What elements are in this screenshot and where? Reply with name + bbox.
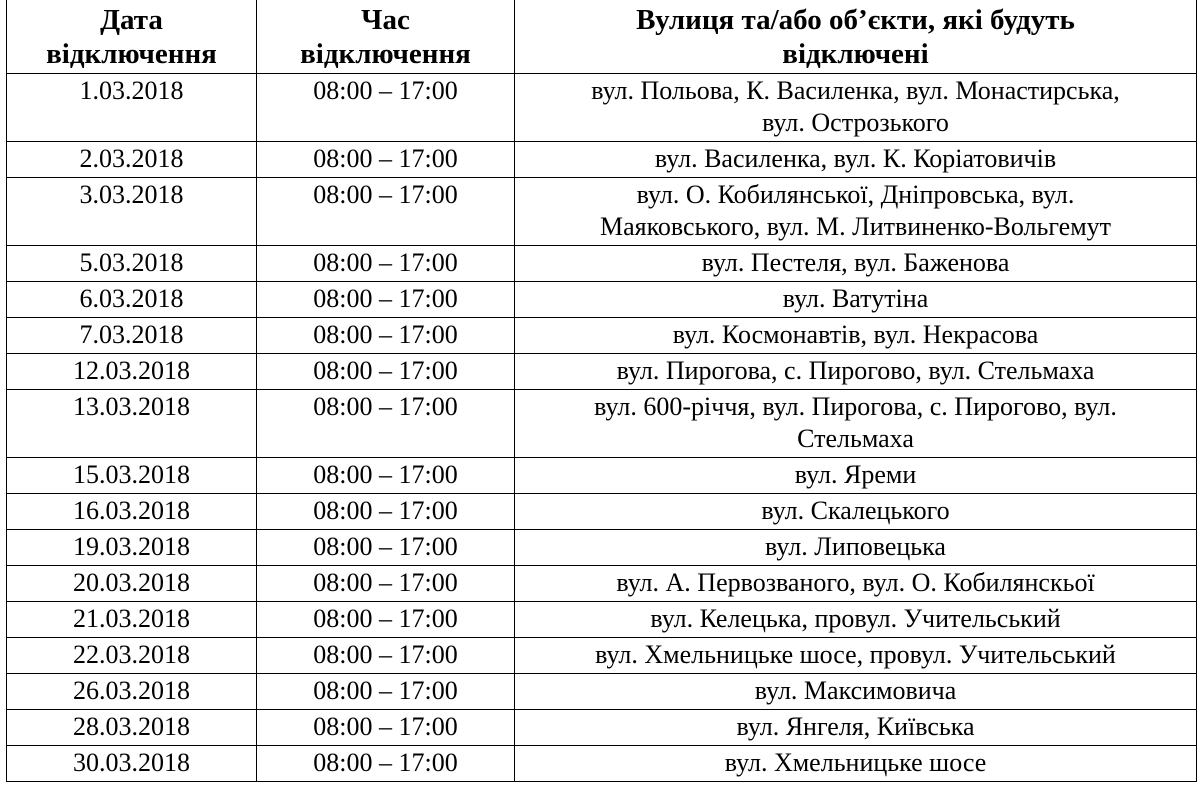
table-row [7, 494, 1197, 530]
time-cell: 08:00 – 17:00 [257, 746, 515, 782]
streets-line: вул. О. Кобилянської, Дніпровська, вул. [636, 180, 1075, 209]
streets-cell [515, 318, 1197, 354]
streets-cell [515, 142, 1197, 178]
streets-line: вул. Хмельницьке шосе [724, 748, 987, 777]
table-row [7, 674, 1197, 710]
streets-line: вул. Ватутіна [782, 284, 929, 313]
date-cell: 26.03.2018 [7, 674, 257, 710]
date-cell: 20.03.2018 [7, 566, 257, 602]
time-cell: 08:00 – 17:00 [257, 318, 515, 354]
date-cell: 28.03.2018 [7, 710, 257, 746]
streets-cell [515, 530, 1197, 566]
time-cell: 08:00 – 17:00 [257, 458, 515, 494]
date-cell: 7.03.2018 [7, 318, 257, 354]
streets-cell [515, 638, 1197, 674]
header-streets-line1: Вулиця та/або об’єкти, які будуть [636, 4, 1075, 36]
streets-line: вул. Польова, К. Василенка, вул. Монастирська, [591, 76, 1120, 105]
time-cell: 08:00 – 17:00 [257, 178, 515, 246]
streets-cell [515, 494, 1197, 530]
streets-line: вул. Пестеля, вул. Баженова [701, 248, 1010, 277]
table-row [7, 390, 1197, 458]
streets-line: вул. 600-річчя, вул. Пирогова, с. Пирогово, вул. [594, 392, 1117, 421]
streets-line: вул. Максимовича [754, 676, 957, 705]
date-cell: 12.03.2018 [7, 354, 257, 390]
streets-cell [515, 74, 1197, 142]
streets-line: вул. Василенка, вул. К. Коріатовичів [654, 144, 1057, 173]
streets-line: вул. Скалецького [761, 496, 950, 525]
streets-line: вул. Хмельницьке шосе, провул. Учительський [595, 640, 1116, 669]
date-cell: 3.03.2018 [7, 178, 257, 246]
time-cell: 08:00 – 17:00 [257, 566, 515, 602]
streets-cell [515, 566, 1197, 602]
table-row [7, 354, 1197, 390]
header-date-line2: відключення [46, 38, 217, 70]
streets-cell [515, 390, 1197, 458]
streets-cell [515, 178, 1197, 246]
date-cell: 15.03.2018 [7, 458, 257, 494]
date-cell: 6.03.2018 [7, 282, 257, 318]
streets-line: вул. Келецька, провул. Учительський [650, 604, 1061, 633]
date-cell: 2.03.2018 [7, 142, 257, 178]
outage-schedule-table [6, 0, 1197, 782]
table-row [7, 178, 1197, 246]
time-cell: 08:00 – 17:00 [257, 246, 515, 282]
header-time-line1: Час [361, 4, 410, 36]
header-time-line2: відключення [300, 38, 471, 70]
table-row [7, 746, 1197, 782]
time-cell: 08:00 – 17:00 [257, 142, 515, 178]
streets-line: Маяковського, вул. М. Литвиненко-Вольгемут [599, 212, 1112, 241]
time-cell: 08:00 – 17:00 [257, 390, 515, 458]
table-row [7, 530, 1197, 566]
time-cell: 08:00 – 17:00 [257, 354, 515, 390]
streets-line: вул. Космонавтів, вул. Некрасова [672, 320, 1039, 349]
streets-cell [515, 746, 1197, 782]
date-cell: 5.03.2018 [7, 246, 257, 282]
time-cell: 08:00 – 17:00 [257, 74, 515, 142]
table-row [7, 142, 1197, 178]
header-streets [515, 0, 1197, 74]
streets-line: вул. Пирогова, с. Пирогово, вул. Стельмаха [616, 356, 1095, 385]
time-cell: 08:00 – 17:00 [257, 530, 515, 566]
table-body [7, 74, 1197, 782]
streets-line: вул. Яреми [794, 460, 917, 489]
date-cell: 1.03.2018 [7, 74, 257, 142]
date-cell: 21.03.2018 [7, 602, 257, 638]
header-date-line1: Дата [100, 4, 163, 36]
date-cell: 13.03.2018 [7, 390, 257, 458]
table-header-row [7, 0, 1197, 74]
header-streets-line2: відключені [782, 38, 929, 70]
header-time [257, 0, 515, 74]
table-row [7, 458, 1197, 494]
time-cell: 08:00 – 17:00 [257, 638, 515, 674]
streets-cell [515, 710, 1197, 746]
streets-cell [515, 354, 1197, 390]
table-row [7, 74, 1197, 142]
streets-cell [515, 674, 1197, 710]
table-row [7, 282, 1197, 318]
date-cell: 22.03.2018 [7, 638, 257, 674]
time-cell: 08:00 – 17:00 [257, 602, 515, 638]
date-cell: 19.03.2018 [7, 530, 257, 566]
table-row [7, 246, 1197, 282]
time-cell: 08:00 – 17:00 [257, 710, 515, 746]
date-cell: 30.03.2018 [7, 746, 257, 782]
table-row [7, 602, 1197, 638]
streets-cell [515, 246, 1197, 282]
table-row [7, 638, 1197, 674]
streets-cell [515, 602, 1197, 638]
date-cell: 16.03.2018 [7, 494, 257, 530]
streets-line: вул. А. Первозваного, вул. О. Кобилянскьої [616, 568, 1095, 597]
table-row [7, 566, 1197, 602]
streets-cell [515, 458, 1197, 494]
streets-line: вул. Янгеля, Київська [736, 712, 975, 741]
streets-cell [515, 282, 1197, 318]
table-row [7, 710, 1197, 746]
streets-line: вул. Липовецька [765, 532, 946, 561]
time-cell: 08:00 – 17:00 [257, 494, 515, 530]
streets-line: вул. Острозького [762, 108, 949, 137]
header-date [7, 0, 257, 74]
time-cell: 08:00 – 17:00 [257, 282, 515, 318]
streets-line: Стельмаха [797, 424, 914, 453]
time-cell: 08:00 – 17:00 [257, 674, 515, 710]
table-row [7, 318, 1197, 354]
